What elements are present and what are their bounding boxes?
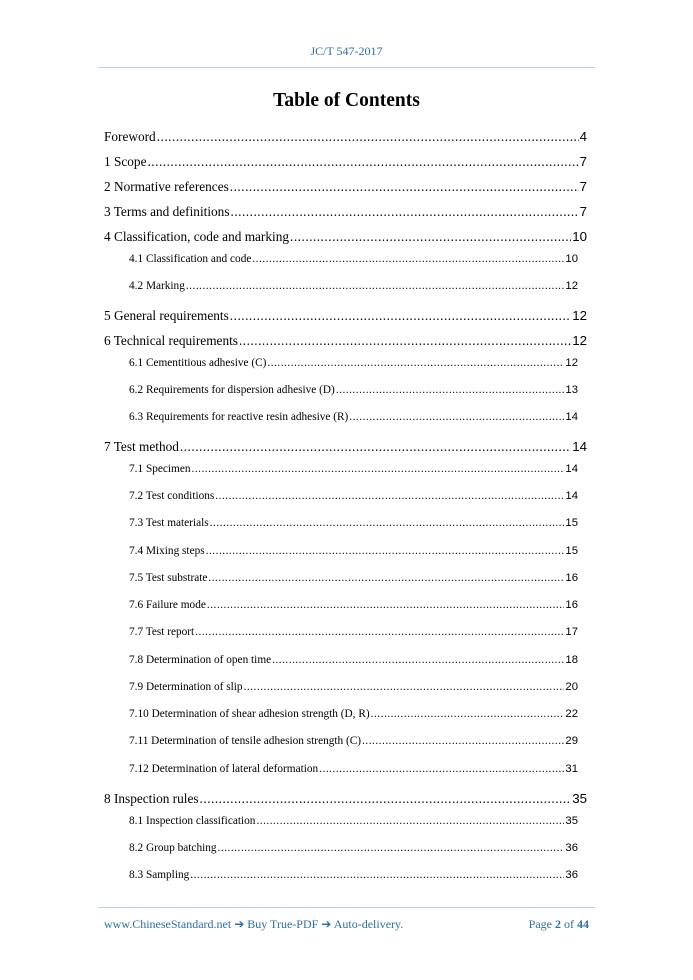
toc-entry-label: 2 Normative references (104, 179, 229, 194)
toc-leader-dots (239, 333, 571, 349)
toc-leader-dots (371, 708, 565, 720)
arrow-icon: ➔ (321, 917, 332, 931)
toc-page-number: 13 (565, 384, 578, 396)
toc-page-number: 18 (565, 654, 578, 666)
toc-subentry[interactable] (129, 599, 578, 611)
page-footer (104, 917, 589, 932)
toc-entry-label: 7.10 Determination of shear adhesion strength (D, R) (129, 708, 370, 720)
toc-page-number: 35 (572, 791, 587, 806)
toc-entry[interactable] (104, 154, 587, 170)
toc-page-number: 12 (572, 308, 587, 323)
toc-leader-dots (208, 572, 564, 584)
toc-entry-label: 7.11 Determination of tensile adhesion strength (C) (129, 735, 362, 747)
toc-subentry[interactable] (129, 654, 578, 666)
toc-page-number: 31 (565, 763, 578, 775)
toc-leader-dots (210, 517, 565, 529)
page-title: Table of Contents (273, 90, 420, 111)
toc-page-number: 4 (579, 129, 587, 144)
toc-subentry[interactable] (129, 572, 578, 584)
toc-page-number: 36 (565, 869, 578, 881)
toc-entry-label: 7.7 Test report (129, 626, 195, 638)
toc-entry[interactable] (104, 229, 587, 245)
toc-leader-dots (244, 681, 565, 693)
footer-rule (98, 907, 595, 908)
toc-page-number: 14 (565, 490, 578, 502)
toc-leader-dots (206, 545, 565, 557)
toc-entry[interactable] (104, 439, 587, 455)
toc-entry-label: 7.2 Test conditions (129, 490, 215, 502)
toc-subentry[interactable] (129, 517, 578, 529)
header-rule (98, 67, 595, 68)
toc-entry-label: 1 Scope (104, 154, 147, 169)
toc-entry-label: 8.1 Inspection classification (129, 815, 256, 827)
toc-entry-label: 7.9 Determination of slip (129, 681, 243, 693)
toc-subentry[interactable] (129, 357, 578, 369)
toc-page-number: 36 (565, 842, 578, 854)
total-pages: 44 (577, 917, 589, 931)
toc-leader-dots (290, 229, 571, 245)
of-word: of (564, 917, 574, 931)
toc-leader-dots (186, 280, 565, 292)
toc-entry-label: 7.12 Determination of lateral deformation (129, 763, 319, 775)
toc-entry-label: 4.1 Classification and code (129, 253, 252, 265)
toc-entry-label: 6 Technical requirements (104, 333, 238, 348)
toc-subentry[interactable] (129, 815, 578, 827)
toc-leader-dots (230, 179, 579, 195)
toc-entry-label: 6.3 Requirements for reactive resin adhesive (R) (129, 411, 349, 423)
toc-entry[interactable] (104, 308, 587, 324)
toc-leader-dots (215, 490, 564, 502)
toc-subentry[interactable] (129, 253, 578, 265)
toc-leader-dots (256, 815, 564, 827)
toc-leader-dots (362, 735, 564, 747)
toc-page-number: 10 (572, 229, 587, 244)
toc-entry-label: 7.1 Specimen (129, 463, 191, 475)
toc-page-number: 35 (565, 815, 578, 827)
toc-subentry[interactable] (129, 626, 578, 638)
toc-subentry[interactable] (129, 463, 578, 475)
toc-entry-label: 3 Terms and definitions (104, 204, 230, 219)
toc-page-number: 14 (572, 439, 587, 454)
page-indicator (529, 917, 589, 932)
toc-subentry[interactable] (129, 735, 578, 747)
toc-subentry[interactable] (129, 708, 578, 720)
toc-page-number: 22 (565, 708, 578, 720)
footer-link[interactable]: www.ChineseStandard.net (104, 917, 232, 931)
toc-entry[interactable] (104, 791, 587, 807)
toc-entry-label: 6.2 Requirements for dispersion adhesive (D) (129, 384, 335, 396)
toc-entry-label: 7 Test method (104, 439, 179, 454)
toc-leader-dots (267, 357, 564, 369)
toc-page-number: 7 (579, 204, 587, 219)
toc-page-number: 16 (565, 599, 578, 611)
toc-page-number: 15 (565, 545, 578, 557)
buy-pdf-link[interactable]: Buy True-PDF (247, 917, 319, 931)
toc-page-number: 29 (565, 735, 578, 747)
toc-leader-dots (200, 791, 572, 807)
running-header: JC/T 547-2017 (310, 44, 383, 58)
toc-subentry[interactable] (129, 490, 578, 502)
toc-entry-label: 7.3 Test materials (129, 517, 209, 529)
toc-entry-label: 6.1 Cementitious adhesive (C) (129, 357, 267, 369)
toc-leader-dots (192, 463, 565, 475)
toc-page-number: 12 (572, 333, 587, 348)
toc-entry-label: 7.6 Failure mode (129, 599, 206, 611)
toc-entry-label: 7.4 Mixing steps (129, 545, 205, 557)
toc-leader-dots (195, 626, 564, 638)
toc-page-number: 7 (579, 154, 587, 169)
page-word: Page (528, 917, 552, 931)
toc-entry-label: 8 Inspection rules (104, 791, 199, 806)
toc-leader-dots (157, 129, 579, 145)
toc-entry-label: 7.5 Test substrate (129, 572, 208, 584)
toc-leader-dots (218, 842, 565, 854)
toc-page-number: 14 (565, 411, 578, 423)
toc-subentry[interactable] (129, 411, 578, 423)
footer-promo (104, 917, 403, 932)
toc-entry-label: 8.3 Sampling (129, 869, 190, 881)
toc-page-number: 12 (565, 357, 578, 369)
toc-entry-label: Foreword (104, 129, 156, 144)
toc-entry-label: 5 General requirements (104, 308, 229, 323)
toc-entry-label: 8.2 Group batching (129, 842, 217, 854)
toc-leader-dots (349, 411, 564, 423)
toc-page-number: 15 (565, 517, 578, 529)
toc-subentry[interactable] (129, 869, 578, 881)
toc-page-number: 14 (565, 463, 578, 475)
toc-page-number: 20 (565, 681, 578, 693)
toc-leader-dots (230, 308, 571, 324)
toc-subentry[interactable] (129, 842, 578, 854)
toc-entry[interactable] (104, 129, 587, 145)
toc-subentry[interactable] (129, 545, 578, 557)
toc-subentry[interactable] (129, 763, 578, 775)
toc-page-number: 10 (565, 253, 578, 265)
toc-page-number: 7 (579, 179, 587, 194)
toc-leader-dots (319, 763, 564, 775)
toc-leader-dots (147, 154, 578, 170)
toc-entry[interactable] (104, 204, 587, 220)
toc-leader-dots (190, 869, 564, 881)
current-page-number: 2 (555, 917, 561, 931)
toc-subentry[interactable] (129, 280, 578, 292)
toc-entry-label: 7.8 Determination of open time (129, 654, 272, 666)
toc-entry[interactable] (104, 333, 587, 349)
toc-entry-label: 4.2 Marking (129, 280, 185, 292)
auto-delivery-text: Auto-delivery. (333, 917, 404, 931)
toc-subentry[interactable] (129, 681, 578, 693)
toc-leader-dots (272, 654, 564, 666)
toc-entry[interactable] (104, 179, 587, 195)
toc-page-number: 12 (565, 280, 578, 292)
toc-leader-dots (231, 204, 579, 220)
toc-subentry[interactable] (129, 384, 578, 396)
toc-leader-dots (207, 599, 565, 611)
toc-entry-label: 4 Classification, code and marking (104, 229, 290, 244)
toc-leader-dots (336, 384, 565, 396)
arrow-icon: ➔ (234, 917, 245, 931)
toc-leader-dots (252, 253, 564, 265)
toc-page-number: 17 (565, 626, 578, 638)
toc-page-number: 16 (565, 572, 578, 584)
toc-leader-dots (180, 439, 571, 455)
